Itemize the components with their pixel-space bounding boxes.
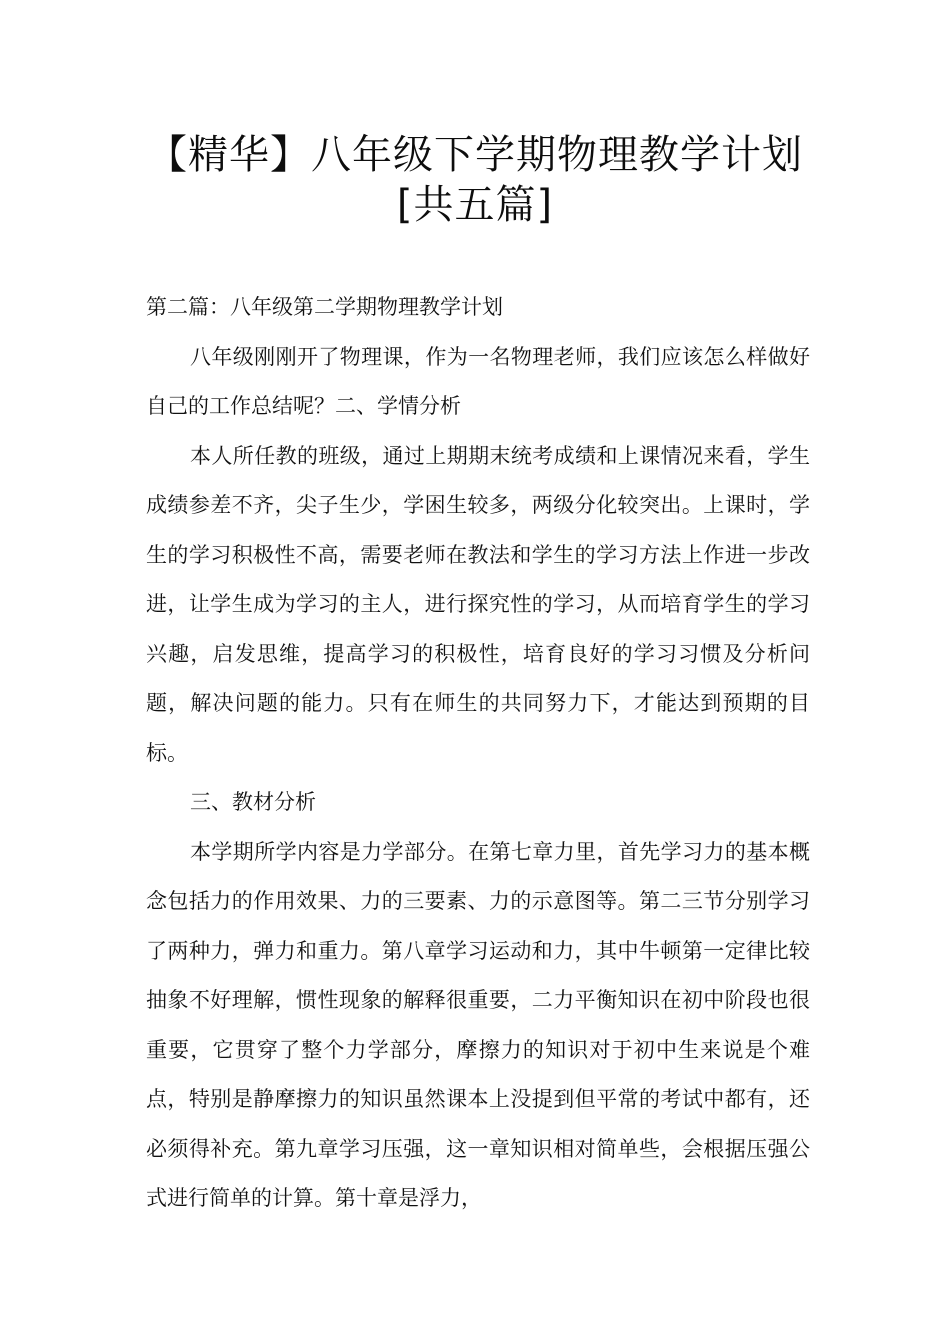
- document-subtitle: [共五篇]: [396, 182, 554, 228]
- section-heading: 第二篇：八年级第二学期物理教学计划: [146, 295, 503, 319]
- paragraph-student-analysis: 本人所任教的班级，通过上期期末统考成绩和上课情况来看，学生成绩参差不齐，尖子生少，学困生较多，两级分化较突出。上课时，学生的学习积极性不高，需要老师在教法和学生的学习方法上作进一步改进，让学生成为学习的主人，进行探究性的学习，从而培育学生的学习兴趣，启发思维，提高学习的积极性，培育良好的学习习惯及分析问题，解决问题的能力。只有在师生的共同努力下，才能达到预期的目标。: [146, 443, 810, 765]
- paragraph-textbook-analysis: 本学期所学内容是力学部分。在第七章力里，首先学习力的基本概念包括力的作用效果、力的三要素、力的示意图等。第二三节分别学习了两种力，弹力和重力。第八章学习运动和力，其中牛顿第一定律比较抽象不好理解，惯性现象的解释很重要，二力平衡知识在初中阶段也很重要，它贯穿了整个力学部分，摩擦力的知识对于初中生来说是个难点，特别是静摩擦力的知识虽然课本上没提到但平常的考试中都有，还必须得补充。第九章学习压强，这一章知识相对简单些，会根据压强公式进行简单的计算。第十章是浮力，: [146, 839, 810, 1210]
- paragraph-intro: 八年级刚刚开了物理课，作为一名物理老师，我们应该怎么样做好自己的工作总结呢？二、学情分析: [146, 344, 810, 418]
- subheading-textbook-analysis: 三、教材分析: [190, 790, 316, 814]
- document-body: [146, 283, 810, 1224]
- document-title: 【精华】八年级下学期物理教学计划: [147, 132, 803, 178]
